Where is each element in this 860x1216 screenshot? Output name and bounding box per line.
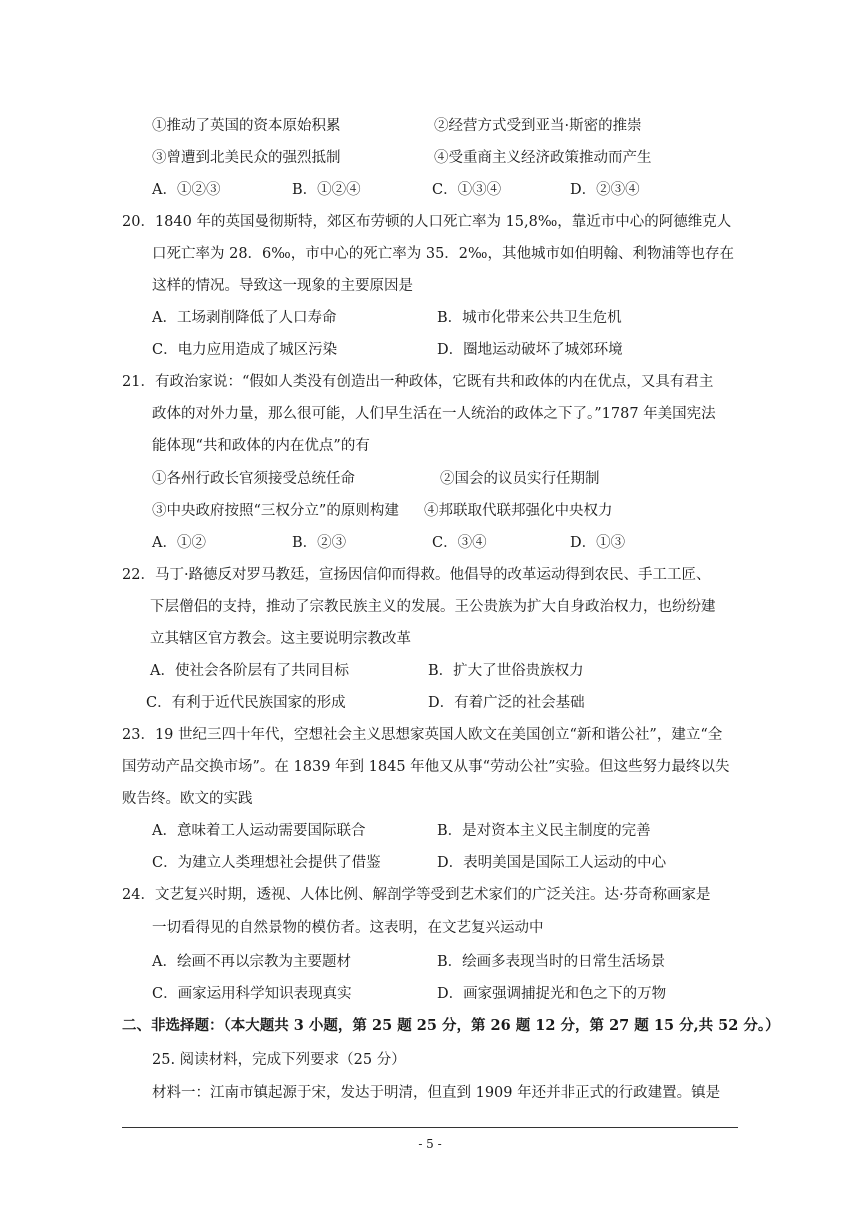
q21-choice-d: D．①③ — [570, 535, 626, 551]
q22-choice-a: A．使社会各阶层有了共同目标 — [150, 663, 349, 679]
q21-stem-line-2: 政体的对外力量，那么很可能，人们早生活在一人统治的政体之下了。”1787 年美国宪法 — [152, 406, 716, 422]
q22-choice-c: C．有利于近代民族国家的形成 — [146, 695, 346, 711]
section2-heading: 二、非选择题：（本大题共 3 小题，第 25 题 25 分，第 26 题 12 分，第 27 题 15 分,共 52 分。） — [122, 1017, 780, 1034]
q20-choice-d: D．圈地运动破坏了城郊环境 — [437, 342, 623, 358]
q25-material-1: 材料一：江南市镇起源于宋，发达于明清，但直到 1909 年还并非正式的行政建置。镇是 — [152, 1085, 721, 1101]
q22-stem-line-2: 下层僧侣的支持，推动了宗教民族主义的发展。王公贵族为扩大自身政治权力，也纷纷建 — [150, 599, 716, 615]
q20-stem-line-3: 这样的情况。导致这一现象的主要原因是 — [152, 278, 413, 294]
q19-option-2: ②经营方式受到亚当·斯密的推崇 — [434, 118, 642, 134]
q24-stem-line-1: 24．文艺复兴时期，透视、人体比例、解剖学等受到艺术家们的广泛关注。达·芬奇称画家是 — [122, 887, 711, 903]
q19-choice-d: D．②③④ — [570, 182, 640, 198]
q19-option-1: ①推动了英国的资本原始积累 — [152, 118, 341, 134]
q22-choice-b: B．扩大了世俗贵族权力 — [428, 663, 584, 679]
q24-choice-b: B．绘画多表现当时的日常生活场景 — [437, 954, 666, 970]
q23-choice-a: A．意味着工人运动需要国际联合 — [152, 823, 366, 839]
q22-stem-line-1: 22．马丁·路德反对罗马教廷，宣扬因信仰而得救。他倡导的改革运动得到农民、手工工匠、 — [122, 567, 711, 583]
q24-choice-c: C．画家运用科学知识表现真实 — [152, 986, 352, 1002]
q21-stem-line-1: 21．有政治家说：“假如人类没有创造出一种政体，它既有共和政体的内在优点，又具有君主 — [122, 374, 714, 390]
q19-option-4: ④受重商主义经济政策推动而产生 — [434, 150, 652, 166]
q22-stem-line-3: 立其辖区官方教会。这主要说明宗教改革 — [150, 631, 411, 647]
q19-choice-a: A．①②③ — [152, 182, 221, 198]
q20-choice-b: B．城市化带来公共卫生危机 — [437, 310, 622, 326]
footer-rule — [122, 1127, 738, 1128]
q20-stem-line-1: 20．1840 年的英国曼彻斯特，郊区布劳顿的人口死亡率为 15,8‰，靠近市中心的阿德维克人 — [122, 214, 732, 230]
q20-stem-line-2: 口死亡率为 28．6‰，市中心的死亡率为 35．2‰，其他城市如伯明翰、利物浦等也存在 — [152, 246, 734, 262]
q23-choice-b: B．是对资本主义民主制度的完善 — [437, 823, 651, 839]
q23-stem-line-3: 败告终。欧文的实践 — [122, 791, 253, 807]
q20-choice-c: C．电力应用造成了城区污染 — [152, 342, 338, 358]
q24-choice-a: A．绘画不再以宗教为主要题材 — [152, 954, 351, 970]
q24-choice-d: D．画家强调捕捉光和色之下的万物 — [437, 986, 667, 1002]
q23-stem-line-1: 23．19 世纪三四十年代，空想社会主义思想家英国人欧文在美国创立“新和谐公社”，建立“全 — [122, 727, 723, 743]
q25-prompt: 25. 阅读材料，完成下列要求（25 分） — [152, 1052, 406, 1068]
q23-stem-line-2: 国劳动产品交换市场”。在 1839 年到 1845 年他又从事“劳动公社”实验。但这些努力最终以失 — [122, 759, 730, 775]
q23-choice-c: C．为建立人类理想社会提供了借鉴 — [152, 855, 381, 871]
q24-stem-line-2: 一切看得见的自然景物的模仿者。这表明，在文艺复兴运动中 — [152, 920, 544, 936]
q21-choice-c: C．③④ — [432, 535, 487, 551]
q21-choice-b: B．②③ — [292, 535, 347, 551]
q21-option-4: ④邦联取代联邦强化中央权力 — [424, 503, 613, 519]
q19-choice-b: B．①②④ — [292, 182, 361, 198]
q21-stem-line-3: 能体现“共和政体的内在优点”的有 — [152, 438, 370, 454]
q19-option-3: ③曾遭到北美民众的强烈抵制 — [152, 150, 341, 166]
q21-option-1: ①各州行政长官须接受总统任命 — [152, 471, 355, 487]
q22-choice-d: D．有着广泛的社会基础 — [428, 695, 585, 711]
q21-option-3: ③中央政府按照“三权分立”的原则构建 — [152, 503, 399, 519]
q19-choice-c: C．①③④ — [432, 182, 502, 198]
q23-choice-d: D．表明美国是国际工人运动的中心 — [437, 855, 667, 871]
q21-choice-a: A．①② — [152, 535, 206, 551]
q20-choice-a: A．工场剥削降低了人口寿命 — [152, 310, 337, 326]
page-number: - 5 - — [418, 1137, 442, 1151]
q21-option-2: ②国会的议员实行任期制 — [440, 471, 600, 487]
